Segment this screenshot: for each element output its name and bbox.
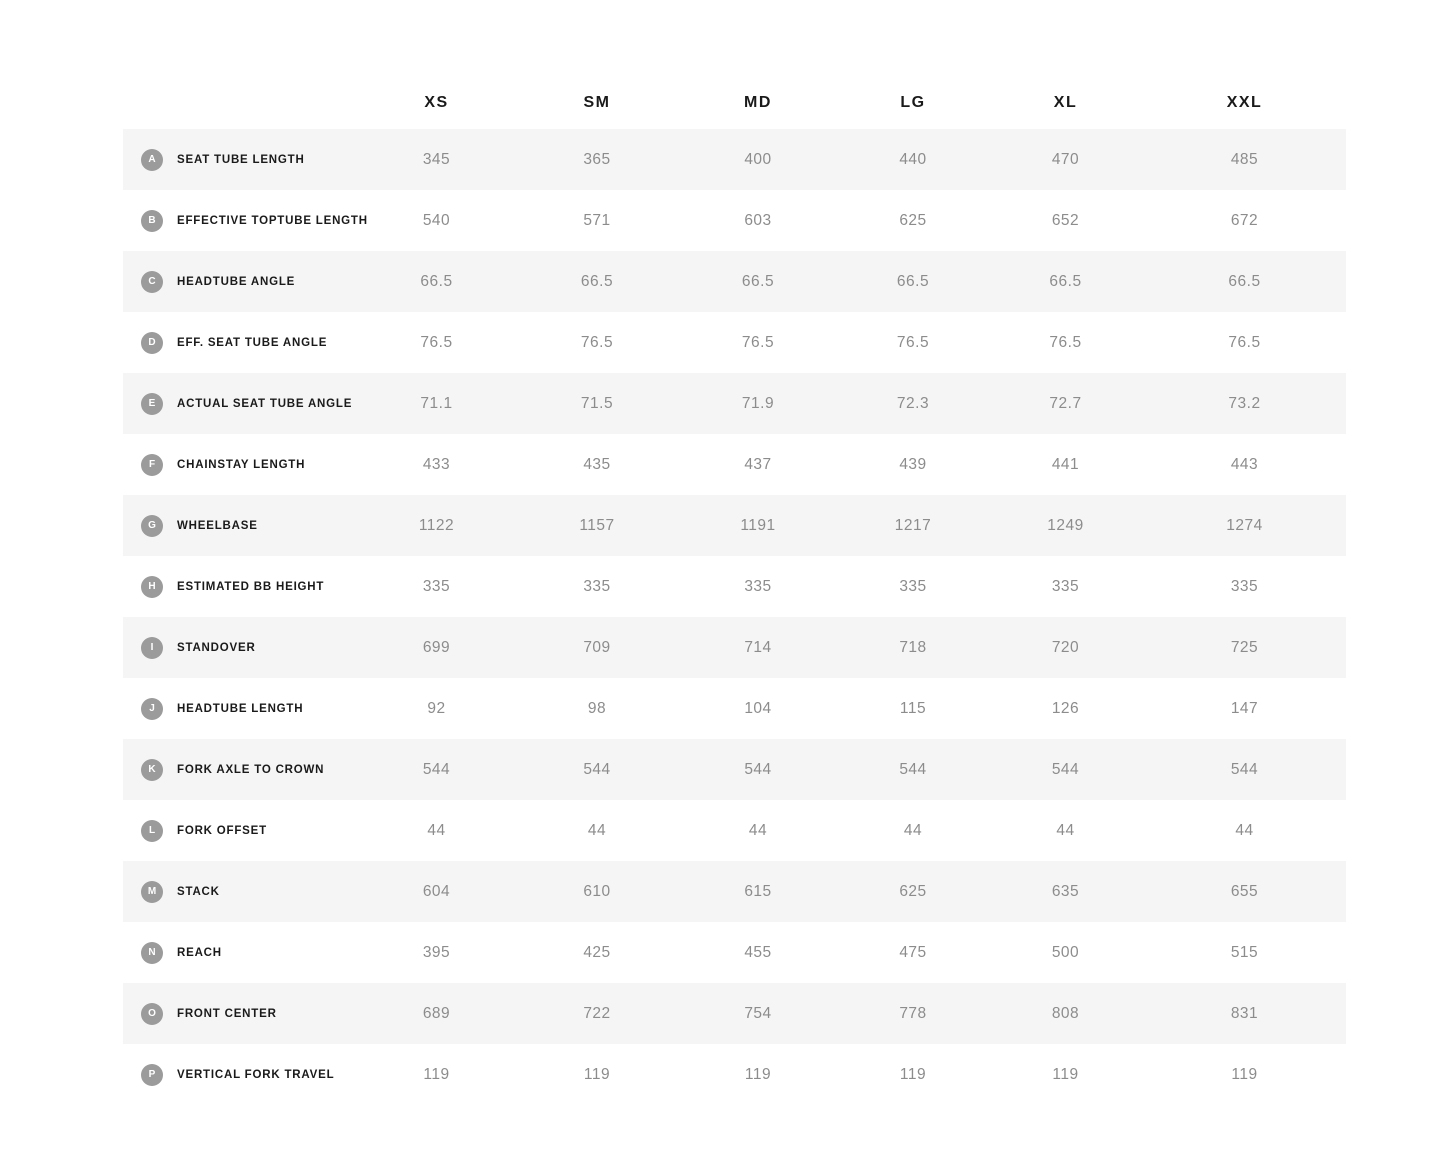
geometry-value-xl: 652 xyxy=(1051,211,1080,229)
measurement-label-group xyxy=(141,820,357,842)
geometry-value-lg: 76.5 xyxy=(896,333,930,351)
measurement-label-cell xyxy=(123,922,357,983)
row-letter-badge: L xyxy=(141,820,163,842)
geometry-value-lg: 66.5 xyxy=(896,272,930,290)
geometry-value-xxl: 831 xyxy=(1230,1004,1259,1022)
geometry-value-xxl: 544 xyxy=(1230,760,1259,778)
measurement-label-cell xyxy=(123,861,357,922)
measurement-label-group xyxy=(141,149,357,171)
geometry-value-md: 1191 xyxy=(740,516,776,534)
measurement-label: STACK xyxy=(177,885,220,898)
measurement-label-group xyxy=(141,454,357,476)
geometry-value-sm: 571 xyxy=(583,211,611,229)
geometry-value-xs: 119 xyxy=(423,1065,450,1083)
measurement-label-group xyxy=(141,210,368,232)
measurement-label-group xyxy=(141,881,357,903)
geometry-value-md: 437 xyxy=(744,455,772,473)
geometry-value-sm: 119 xyxy=(583,1065,611,1083)
measurement-label-group xyxy=(141,759,357,781)
geometry-value-xxl: 515 xyxy=(1230,943,1259,961)
measurement-label: CHAINSTAY LENGTH xyxy=(177,458,306,471)
geometry-value-xxl: 443 xyxy=(1230,455,1259,473)
geometry-value-xxl: 672 xyxy=(1230,211,1259,229)
geometry-value-xxl: 73.2 xyxy=(1228,394,1261,412)
measurement-label-cell xyxy=(123,678,357,739)
size-header-sm: SM xyxy=(583,93,611,111)
geometry-value-md: 455 xyxy=(744,943,772,961)
measurement-label-cell xyxy=(123,1044,357,1105)
row-letter-badge: E xyxy=(141,393,163,415)
geometry-value-xs: 540 xyxy=(422,211,451,229)
geometry-value-lg: 778 xyxy=(899,1004,927,1022)
measurement-label-group xyxy=(141,637,357,659)
geometry-value-xs: 71.1 xyxy=(420,394,453,412)
measurement-label: WHEELBASE xyxy=(177,519,258,532)
measurement-label-cell xyxy=(123,495,357,556)
geometry-value-xs: 345 xyxy=(422,150,451,168)
measurement-label: REACH xyxy=(177,946,222,959)
row-letter-badge: C xyxy=(141,271,163,293)
measurement-label: HEADTUBE ANGLE xyxy=(177,275,296,288)
geometry-value-xs: 335 xyxy=(422,577,451,595)
geometry-value-md: 71.9 xyxy=(741,394,775,412)
geometry-value-lg: 119 xyxy=(899,1065,927,1083)
measurement-label: FORK AXLE TO CROWN xyxy=(177,763,325,776)
geometry-row xyxy=(123,861,1346,922)
geometry-row xyxy=(123,556,1346,617)
row-letter-badge: J xyxy=(141,698,163,720)
geometry-row xyxy=(123,739,1346,800)
measurement-label: HEADTUBE LENGTH xyxy=(177,702,304,715)
measurement-label: FRONT CENTER xyxy=(177,1007,277,1020)
measurement-label: ESTIMATED BB HEIGHT xyxy=(177,580,325,593)
geometry-value-lg: 115 xyxy=(899,699,927,717)
geometry-value-xl: 335 xyxy=(1051,577,1080,595)
geometry-value-md: 76.5 xyxy=(741,333,775,351)
geometry-value-lg: 625 xyxy=(899,211,927,229)
measurement-label: EFFECTIVE TOPTUBE LENGTH xyxy=(177,214,368,227)
measurement-label-group xyxy=(141,576,357,598)
geometry-value-sm: 544 xyxy=(583,760,611,778)
row-letter-badge: M xyxy=(141,881,163,903)
geometry-value-xl: 441 xyxy=(1051,455,1080,473)
geometry-value-xl: 1249 xyxy=(1047,516,1084,534)
geometry-value-md: 754 xyxy=(744,1004,772,1022)
geometry-value-lg: 335 xyxy=(899,577,927,595)
size-header-md: MD xyxy=(744,93,772,111)
geometry-value-lg: 718 xyxy=(899,638,927,656)
geometry-value-xxl: 147 xyxy=(1230,699,1259,717)
measurement-column-header xyxy=(123,76,357,129)
measurement-label-cell xyxy=(123,800,357,861)
geometry-value-xs: 699 xyxy=(422,638,451,656)
geometry-value-md: 714 xyxy=(744,638,772,656)
geometry-value-sm: 66.5 xyxy=(580,272,614,290)
geometry-size-table xyxy=(123,76,1346,1105)
measurement-label-cell xyxy=(123,983,357,1044)
size-header-row xyxy=(123,76,1346,129)
measurement-label: FORK OFFSET xyxy=(177,824,267,837)
geometry-value-md: 603 xyxy=(744,211,772,229)
measurement-label-group xyxy=(141,698,357,720)
geometry-row xyxy=(123,800,1346,861)
geometry-value-xxl: 66.5 xyxy=(1228,272,1261,290)
geometry-value-md: 400 xyxy=(744,150,772,168)
geometry-value-xl: 126 xyxy=(1051,699,1080,717)
measurement-label: EFF. SEAT TUBE ANGLE xyxy=(177,336,328,349)
geometry-row xyxy=(123,312,1346,373)
geometry-value-xs: 544 xyxy=(422,760,451,778)
measurement-label: VERTICAL FORK TRAVEL xyxy=(177,1068,335,1081)
measurement-label-cell xyxy=(123,373,357,434)
geometry-value-xl: 44 xyxy=(1056,821,1075,839)
measurement-label: ACTUAL SEAT TUBE ANGLE xyxy=(177,397,353,410)
measurement-label-cell xyxy=(123,617,357,678)
geometry-row xyxy=(123,434,1346,495)
geometry-table-section xyxy=(123,76,1346,1105)
geometry-row xyxy=(123,922,1346,983)
geometry-table-body xyxy=(123,129,1346,1105)
geometry-value-md: 66.5 xyxy=(741,272,775,290)
measurement-label-group xyxy=(141,332,357,354)
row-letter-badge: H xyxy=(141,576,163,598)
row-letter-badge: A xyxy=(141,149,163,171)
measurement-label-group xyxy=(141,1064,357,1086)
row-letter-badge: F xyxy=(141,454,163,476)
row-letter-badge: B xyxy=(141,210,163,232)
geometry-value-xs: 395 xyxy=(422,943,451,961)
geometry-value-xs: 689 xyxy=(422,1004,451,1022)
geometry-value-md: 335 xyxy=(744,577,772,595)
measurement-label-cell xyxy=(123,251,357,312)
geometry-value-xl: 76.5 xyxy=(1049,333,1082,351)
geometry-value-sm: 335 xyxy=(583,577,611,595)
geometry-value-sm: 76.5 xyxy=(580,333,614,351)
measurement-label-cell xyxy=(123,190,368,251)
geometry-value-lg: 544 xyxy=(899,760,927,778)
geometry-value-lg: 625 xyxy=(899,882,927,900)
geometry-value-xs: 1122 xyxy=(418,516,455,534)
geometry-value-lg: 439 xyxy=(899,455,927,473)
geometry-row xyxy=(123,129,1346,190)
measurement-label-cell xyxy=(123,129,357,190)
measurement-label-cell xyxy=(123,434,357,495)
measurement-label-cell xyxy=(123,556,357,617)
geometry-row xyxy=(123,251,1346,312)
measurement-label-cell xyxy=(123,739,357,800)
geometry-value-md: 104 xyxy=(744,699,772,717)
measurement-label: SEAT TUBE LENGTH xyxy=(177,153,305,166)
row-letter-badge: O xyxy=(141,1003,163,1025)
geometry-value-xxl: 335 xyxy=(1230,577,1259,595)
measurement-label-group xyxy=(141,942,357,964)
measurement-label-group xyxy=(141,393,357,415)
geometry-value-xl: 500 xyxy=(1051,943,1080,961)
geometry-row xyxy=(123,373,1346,434)
geometry-row xyxy=(123,983,1346,1044)
measurement-label: STANDOVER xyxy=(177,641,256,654)
geometry-value-xxl: 485 xyxy=(1230,150,1259,168)
geometry-value-sm: 365 xyxy=(583,150,611,168)
geometry-value-xxl: 119 xyxy=(1231,1065,1258,1083)
geometry-value-sm: 425 xyxy=(583,943,611,961)
geometry-value-sm: 610 xyxy=(583,882,611,900)
geometry-row xyxy=(123,617,1346,678)
size-header-xxl: XXL xyxy=(1226,93,1263,111)
geometry-value-xs: 433 xyxy=(422,455,451,473)
geometry-value-md: 544 xyxy=(744,760,772,778)
geometry-value-xl: 720 xyxy=(1051,638,1080,656)
geometry-row xyxy=(123,1044,1346,1105)
geometry-value-md: 44 xyxy=(748,821,768,839)
geometry-value-xxl: 44 xyxy=(1235,821,1254,839)
geometry-value-xxl: 76.5 xyxy=(1228,333,1261,351)
geometry-row xyxy=(123,678,1346,739)
geometry-value-lg: 440 xyxy=(899,150,927,168)
geometry-value-sm: 722 xyxy=(583,1004,611,1022)
geometry-value-sm: 1157 xyxy=(579,516,615,534)
geometry-value-lg: 44 xyxy=(903,821,923,839)
row-letter-badge: D xyxy=(141,332,163,354)
geometry-value-sm: 98 xyxy=(587,699,607,717)
geometry-value-xs: 66.5 xyxy=(420,272,453,290)
geometry-value-xl: 544 xyxy=(1051,760,1080,778)
row-letter-badge: N xyxy=(141,942,163,964)
geometry-value-xs: 604 xyxy=(422,882,451,900)
geometry-value-lg: 1217 xyxy=(894,516,932,534)
geometry-value-xxl: 725 xyxy=(1230,638,1259,656)
measurement-label-group xyxy=(141,271,357,293)
geometry-value-xs: 76.5 xyxy=(420,333,453,351)
row-letter-badge: K xyxy=(141,759,163,781)
row-letter-badge: G xyxy=(141,515,163,537)
geometry-value-xl: 66.5 xyxy=(1049,272,1082,290)
geometry-value-xs: 44 xyxy=(427,821,446,839)
geometry-value-xl: 808 xyxy=(1051,1004,1080,1022)
geometry-value-md: 615 xyxy=(744,882,772,900)
geometry-value-sm: 709 xyxy=(583,638,611,656)
row-letter-badge: I xyxy=(141,637,163,659)
geometry-value-xl: 119 xyxy=(1052,1065,1079,1083)
size-header-lg: LG xyxy=(900,93,926,111)
geometry-value-lg: 72.3 xyxy=(896,394,930,412)
geometry-value-xxl: 1274 xyxy=(1226,516,1263,534)
geometry-value-sm: 435 xyxy=(583,455,611,473)
geometry-value-xl: 72.7 xyxy=(1049,394,1082,412)
size-header-xs: XS xyxy=(424,93,449,111)
geometry-value-xs: 92 xyxy=(427,699,446,717)
geometry-value-sm: 44 xyxy=(587,821,607,839)
geometry-row xyxy=(123,190,1346,251)
measurement-label-cell xyxy=(123,312,357,373)
measurement-label-group xyxy=(141,1003,357,1025)
geometry-value-xl: 635 xyxy=(1051,882,1080,900)
measurement-label-group xyxy=(141,515,357,537)
geometry-value-md: 119 xyxy=(744,1065,772,1083)
geometry-value-sm: 71.5 xyxy=(580,394,614,412)
geometry-row xyxy=(123,495,1346,556)
geometry-value-xl: 470 xyxy=(1051,150,1080,168)
row-letter-badge: P xyxy=(141,1064,163,1086)
geometry-value-lg: 475 xyxy=(899,943,927,961)
geometry-value-xxl: 655 xyxy=(1230,882,1259,900)
size-header-xl: XL xyxy=(1053,93,1078,111)
